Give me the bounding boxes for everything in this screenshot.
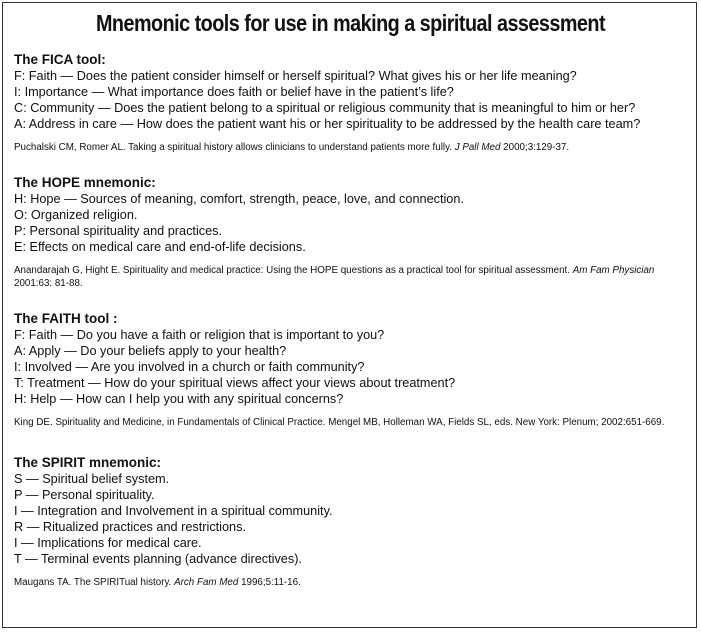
page-title: Mnemonic tools for use in making a spiritual assessment — [95, 10, 606, 36]
faith-section — [14, 311, 689, 429]
spirit-line-t: T — Terminal events planning (advance directives). — [14, 552, 302, 566]
hope-line-e: E: Effects on medical care and end-of-life decisions. — [14, 240, 306, 254]
fica-line-a: A: Address in care — How does the patient want his or her spirituality to be addressed by the health care team? — [14, 117, 641, 131]
spirit-section — [14, 455, 689, 589]
faith-line-h: H: Help — How can I help you with any spiritual concerns? — [14, 392, 344, 406]
spirit-line-i1: I — Integration and Involvement in a spiritual community. — [14, 504, 333, 518]
faith-line-a: A: Apply — Do your beliefs apply to your health? — [14, 344, 287, 358]
fica-section — [14, 52, 689, 154]
hope-line-p: P: Personal spirituality and practices. — [14, 224, 223, 238]
fica-line-c: C: Community — Does the patient belong to a spiritual or religious community that is meaningful to him or her? — [14, 101, 636, 115]
fica-heading: The FICA tool: — [14, 52, 106, 67]
faith-line-f: F: Faith — Do you have a faith or religion that is important to you? — [14, 328, 385, 342]
hope-reference: Anandarajah G, Hight E. Spirituality and medical practice: Using the HOPE questions as a practical tool for spiritual assessment. Am Fam Physician 2001:63: 81-88. — [14, 265, 655, 289]
hope-line-h: H: Hope — Sources of meaning, comfort, strength, peace, love, and connection. — [14, 192, 464, 206]
hope-line-o: O: Organized religion. — [14, 208, 138, 222]
faith-reference: King DE. Spirituality and Medicine, in Fundamentals of Clinical Practice. Mengel MB, Holleman WA, Fields SL, eds. New York: Plenum; 2002:651-669. — [14, 417, 665, 428]
spirit-line-s: S — Spiritual belief system. — [14, 472, 170, 486]
fica-line-i: I: Importance — What importance does faith or belief have in the patient’s life? — [14, 85, 454, 99]
hope-heading: The HOPE mnemonic: — [14, 175, 156, 190]
fica-reference: Puchalski CM, Romer AL. Taking a spiritual history allows clinicians to understand patients more fully. J Pall Med 2000;3:129-37. — [14, 142, 570, 153]
spirit-heading: The SPIRIT mnemonic: — [14, 455, 162, 470]
faith-heading: The FAITH tool : — [14, 311, 118, 326]
fica-line-f: F: Faith — Does the patient consider himself or herself spiritual? What gives his or her life meaning? — [14, 69, 577, 83]
hope-section — [14, 175, 689, 290]
faith-line-t: T: Treatment — How do your spiritual views affect your views about treatment? — [14, 376, 456, 390]
spirit-line-p: P — Personal spirituality. — [14, 488, 155, 502]
spirit-line-i2: I — Implications for medical care. — [14, 536, 202, 550]
spirit-reference: Maugans TA. The SPIRITual history. Arch Fam Med 1996;5:11-16. — [14, 577, 301, 588]
faith-line-i: I: Involved — Are you involved in a church or faith community? — [14, 360, 365, 374]
spirit-line-r: R — Ritualized practices and restrictions. — [14, 520, 246, 534]
